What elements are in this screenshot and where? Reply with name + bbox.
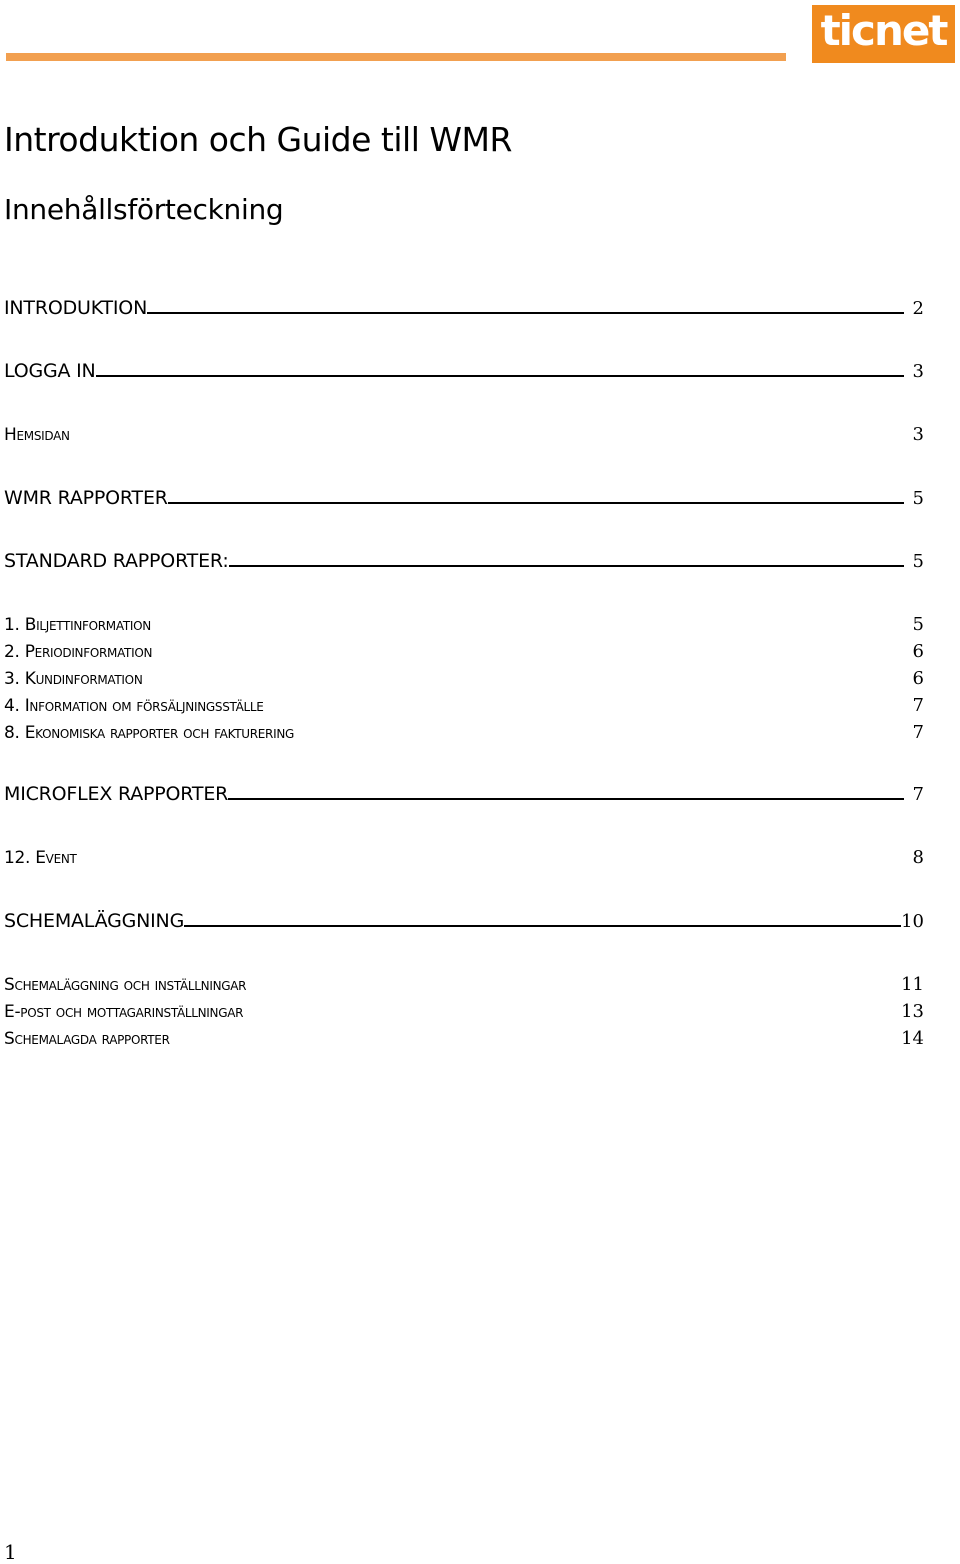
header-rule <box>6 53 786 61</box>
toc-entry-label: 4. Information om försäljningsställe <box>4 696 264 716</box>
toc-entry-label: 3. Kundinformation <box>4 669 143 689</box>
toc-entry-event[interactable] <box>4 847 924 868</box>
toc-entry-page: 7 <box>912 784 924 805</box>
toc-entry-epost-mottagare[interactable] <box>4 1001 924 1022</box>
toc-entry-label: SCHEMALÄGGNING <box>4 910 185 932</box>
ticnet-logo <box>812 5 955 63</box>
toc-entry-page: 5 <box>912 551 924 572</box>
toc-entry-microflex-rapporter[interactable] <box>4 783 924 805</box>
logo-text: ticnet <box>820 6 947 55</box>
toc-entry-label: E-post och mottagarinställningar <box>4 1002 244 1022</box>
page-number: 1 <box>4 1540 17 1564</box>
toc-leader-rule <box>229 565 904 567</box>
toc-entry-label: Schemalagda rapporter <box>4 1029 170 1049</box>
toc-entry-introduktion[interactable] <box>4 297 924 319</box>
toc-entry-label: 1. Biljettinformation <box>4 615 151 635</box>
toc-entry-page: 5 <box>912 614 924 635</box>
toc-entry-label: 12. Event <box>4 848 77 868</box>
toc-entry-hemsidan[interactable] <box>4 424 924 445</box>
toc-entry-kundinformation[interactable] <box>4 668 924 689</box>
toc-leader-rule <box>147 312 904 314</box>
toc-entry-label: INTRODUKTION <box>4 297 148 319</box>
toc-entry-label: WMR RAPPORTER <box>4 487 168 509</box>
toc-entry-page: 11 <box>901 974 924 995</box>
toc-entry-page: 10 <box>901 911 924 932</box>
toc-entry-page: 6 <box>912 641 924 662</box>
toc-entry-periodinformation[interactable] <box>4 641 924 662</box>
toc-entry-schemalaggning-installningar[interactable] <box>4 974 924 995</box>
toc-entry-standard-rapporter[interactable] <box>4 550 924 572</box>
toc-entry-label: STANDARD RAPPORTER: <box>4 550 229 572</box>
toc-entry-page: 7 <box>912 722 924 743</box>
toc-entry-page: 7 <box>912 695 924 716</box>
toc-leader-rule <box>228 798 904 800</box>
toc-entry-forsaljningsstalle[interactable] <box>4 695 924 716</box>
toc-entry-page: 14 <box>901 1028 924 1049</box>
toc-entry-label: 2. Periodinformation <box>4 642 153 662</box>
toc-leader-rule <box>168 502 904 504</box>
toc-entry-logga-in[interactable] <box>4 360 924 382</box>
toc-entry-page: 8 <box>912 847 924 868</box>
toc-entry-label: MICROFLEX RAPPORTER <box>4 783 229 805</box>
toc-entry-schemalagda-rapporter[interactable] <box>4 1028 924 1049</box>
toc-entry-page: 2 <box>912 298 924 319</box>
toc-entry-page: 5 <box>912 488 924 509</box>
toc-entry-label: Hemsidan <box>4 425 70 445</box>
toc-entry-biljettinformation[interactable] <box>4 614 924 635</box>
toc-entry-ekonomiska-rapporter[interactable] <box>4 722 924 743</box>
toc-heading: Innehållsförteckning <box>4 193 284 226</box>
toc-leader-rule <box>96 375 904 377</box>
toc-entry-page: 6 <box>912 668 924 689</box>
toc-entry-wmr-rapporter[interactable] <box>4 487 924 509</box>
toc-entry-label: 8. Ekonomiska rapporter och fakturering <box>4 723 295 743</box>
toc-entry-page: 3 <box>912 424 924 445</box>
toc-entry-schemalaggning[interactable] <box>4 910 924 932</box>
toc-entry-page: 13 <box>901 1001 924 1022</box>
toc-leader-rule <box>184 925 901 927</box>
toc-entry-label: Schemaläggning och inställningar <box>4 975 247 995</box>
toc-entry-page: 3 <box>912 361 924 382</box>
document-title: Introduktion och Guide till WMR <box>4 120 512 159</box>
toc-entry-label: LOGGA IN <box>4 360 96 382</box>
